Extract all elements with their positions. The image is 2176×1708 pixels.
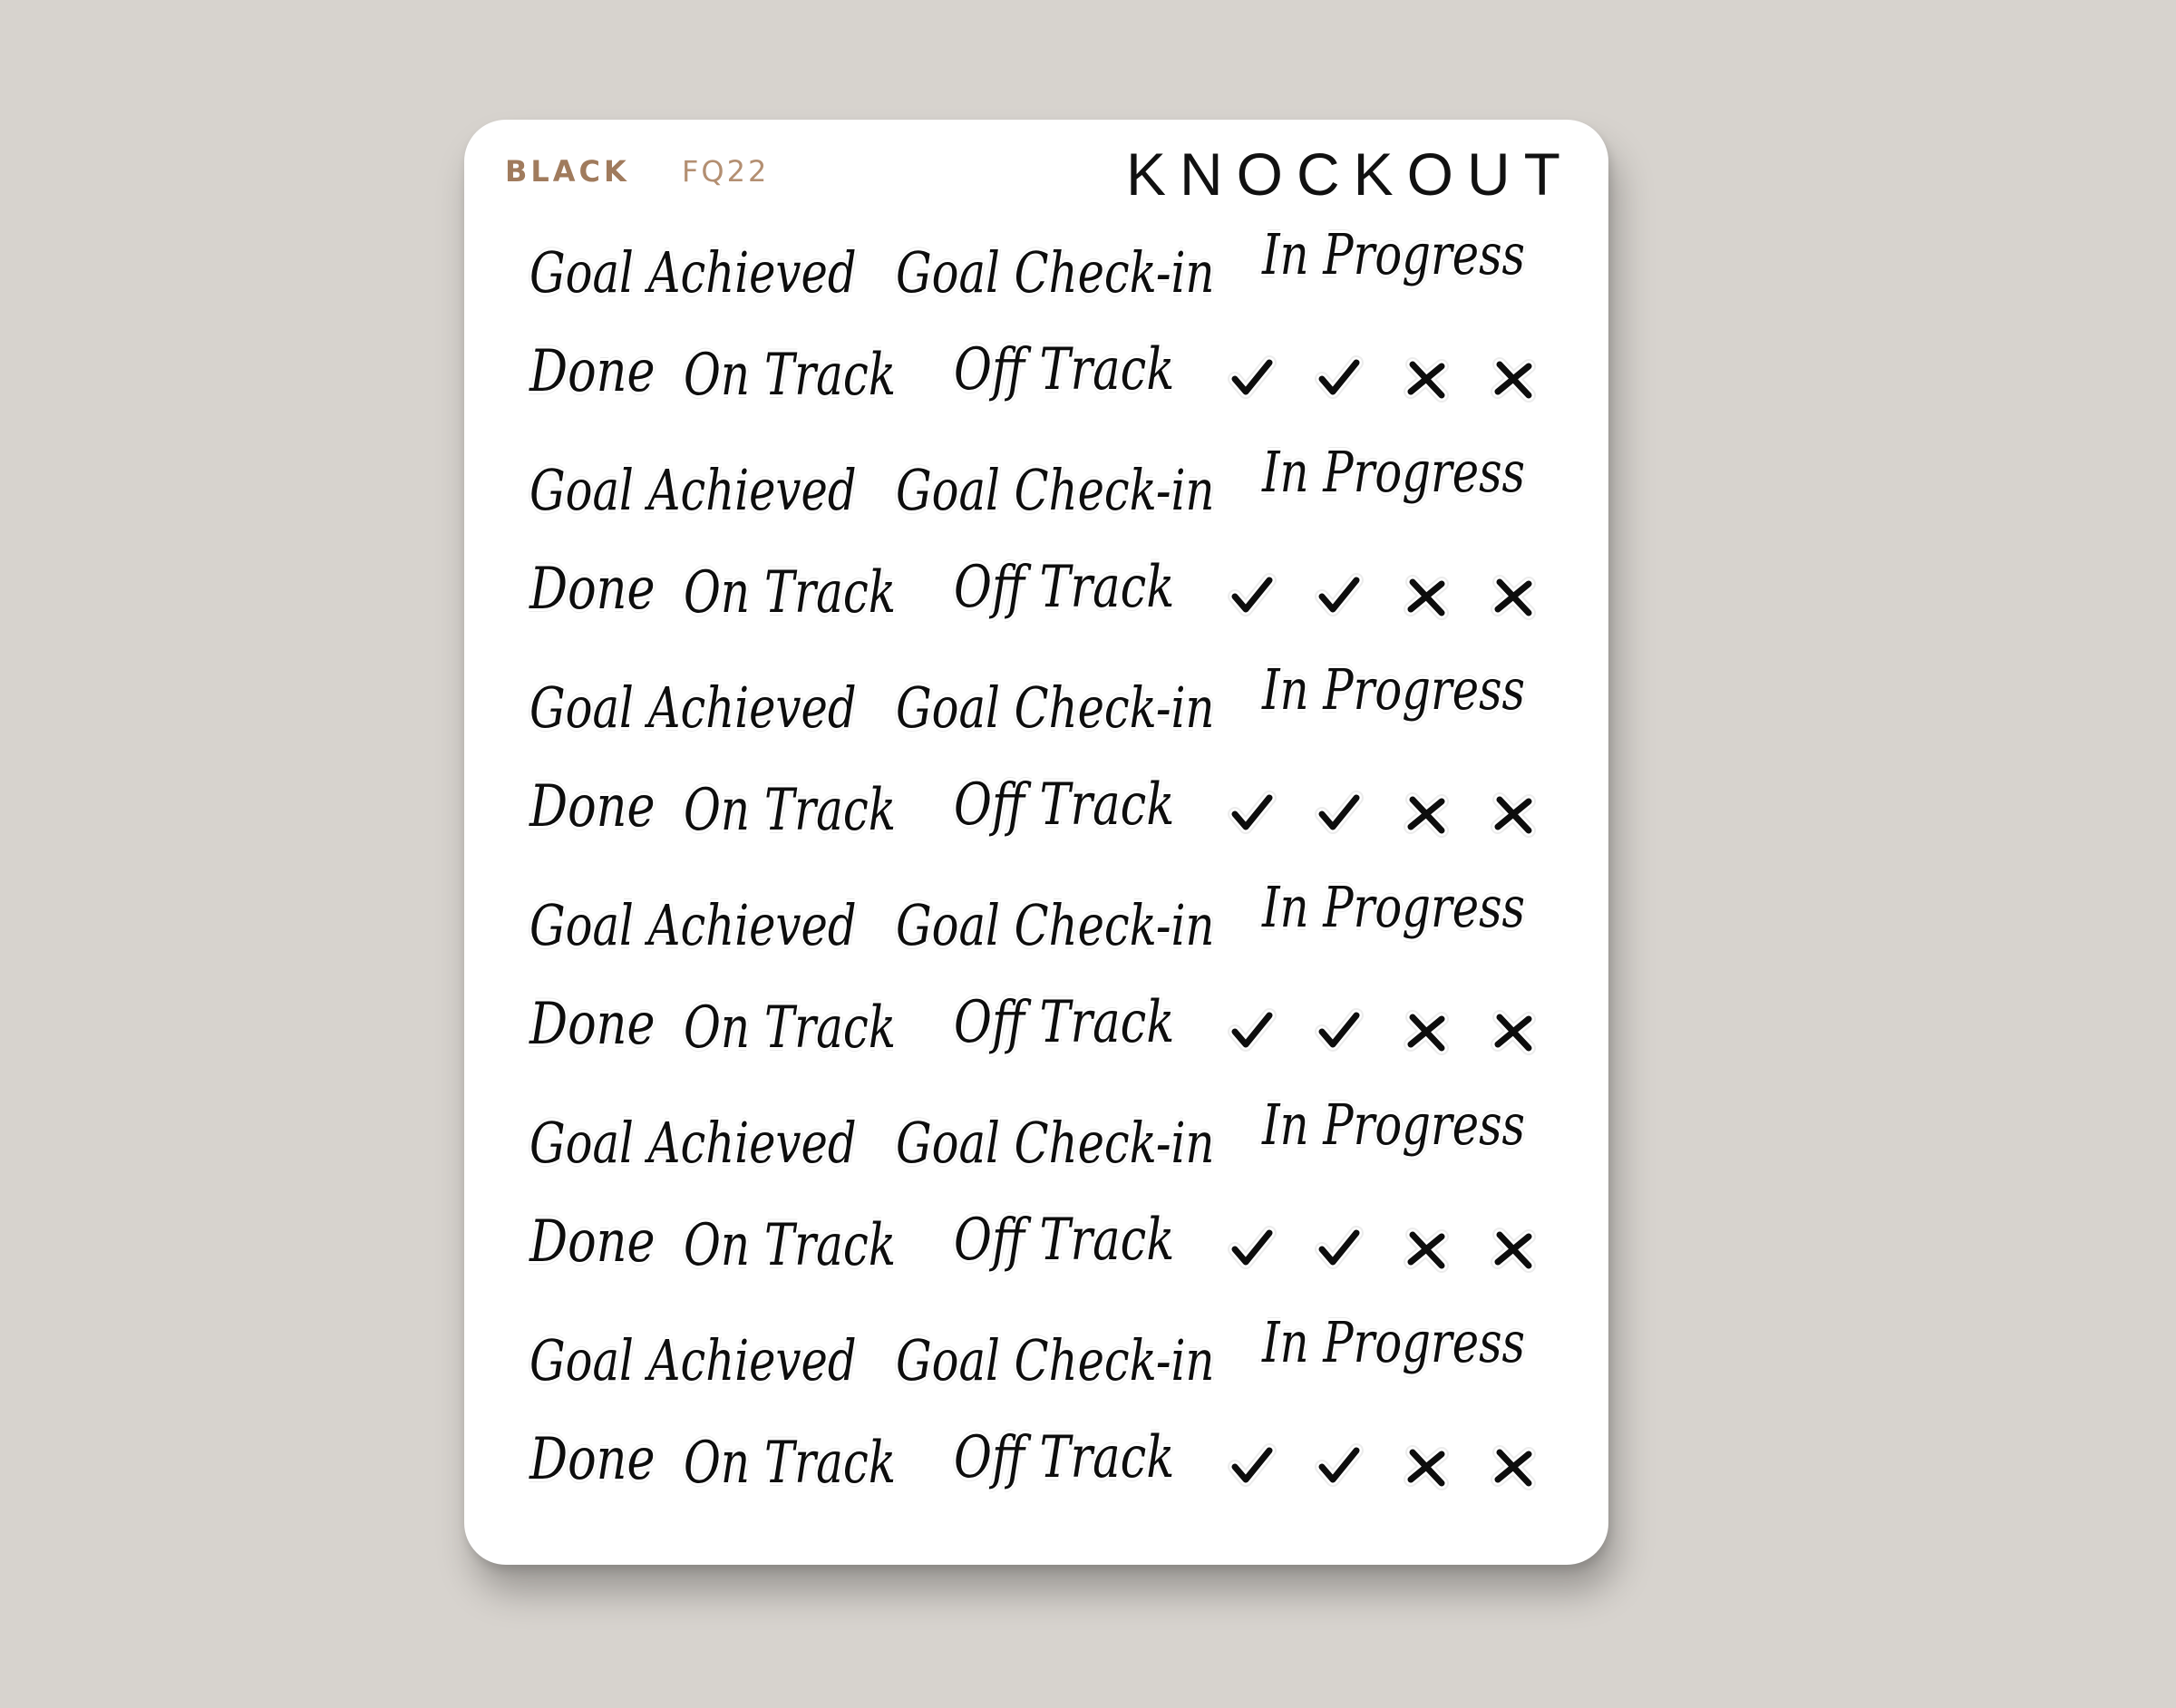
check-icon bbox=[1228, 1441, 1278, 1492]
check-icon bbox=[1315, 1006, 1365, 1057]
sticker-row-goals bbox=[464, 219, 1608, 306]
cross-icon bbox=[1489, 571, 1540, 622]
cross-icon bbox=[1402, 1224, 1452, 1275]
sticker-row-status bbox=[464, 328, 1608, 415]
sticker-row-status bbox=[464, 546, 1608, 633]
cross-icon bbox=[1489, 354, 1540, 404]
sticker-row-goals bbox=[464, 1090, 1608, 1177]
check-icon bbox=[1228, 1006, 1278, 1057]
sticker-in-progress: In Progress bbox=[1262, 1092, 1525, 1158]
sticker-in-progress: In Progress bbox=[1262, 874, 1525, 940]
sticker-done: Done bbox=[529, 991, 656, 1058]
sticker-goal-achieved: Goal Achieved bbox=[529, 1327, 857, 1393]
sticker-row-goals bbox=[464, 872, 1608, 959]
check-icon bbox=[1315, 571, 1365, 622]
sticker-done: Done bbox=[529, 338, 656, 405]
check-icon bbox=[1228, 571, 1278, 622]
check-icon bbox=[1315, 789, 1365, 839]
sticker-row-status bbox=[464, 1416, 1608, 1503]
cross-icon bbox=[1489, 1006, 1540, 1057]
sticker-in-progress: In Progress bbox=[1262, 221, 1525, 287]
cross-icon bbox=[1402, 1441, 1452, 1492]
sticker-goal-check-in: Goal Check-in bbox=[896, 674, 1215, 741]
product-code: FQ22 bbox=[682, 154, 770, 189]
sticker-goal-achieved: Goal Achieved bbox=[529, 1110, 857, 1176]
sticker-row-status bbox=[464, 981, 1608, 1068]
check-icon bbox=[1315, 354, 1365, 404]
cross-icon bbox=[1489, 1441, 1540, 1492]
sticker-off-track: Off Track bbox=[954, 1207, 1175, 1274]
sticker-goal-achieved: Goal Achieved bbox=[529, 674, 857, 741]
sticker-off-track: Off Track bbox=[954, 336, 1175, 403]
cross-icon bbox=[1402, 1006, 1452, 1057]
sticker-goal-check-in: Goal Check-in bbox=[896, 892, 1215, 958]
brand-title: KNOCKOUT bbox=[1125, 141, 1574, 208]
sticker-row-goals bbox=[464, 655, 1608, 742]
sticker-in-progress: In Progress bbox=[1262, 439, 1525, 505]
sticker-done: Done bbox=[529, 1426, 656, 1493]
sticker-goal-achieved: Goal Achieved bbox=[529, 892, 857, 958]
sticker-done: Done bbox=[529, 1208, 656, 1276]
sticker-done: Done bbox=[529, 556, 656, 623]
sticker-on-track: On Track bbox=[684, 1212, 897, 1279]
sticker-on-track: On Track bbox=[684, 1430, 897, 1497]
check-icon bbox=[1315, 1441, 1365, 1492]
sticker-off-track: Off Track bbox=[954, 989, 1175, 1056]
sticker-off-track: Off Track bbox=[954, 1424, 1175, 1491]
sticker-goal-achieved: Goal Achieved bbox=[529, 239, 857, 306]
sticker-goal-check-in: Goal Check-in bbox=[896, 1327, 1215, 1393]
cross-icon bbox=[1489, 1224, 1540, 1275]
check-icon bbox=[1228, 1224, 1278, 1275]
sticker-row-status bbox=[464, 763, 1608, 850]
check-icon bbox=[1228, 789, 1278, 839]
sticker-goal-check-in: Goal Check-in bbox=[896, 239, 1215, 306]
check-icon bbox=[1228, 354, 1278, 404]
sticker-sheet bbox=[464, 120, 1608, 1565]
sticker-in-progress: In Progress bbox=[1262, 1309, 1525, 1375]
sticker-off-track: Off Track bbox=[954, 772, 1175, 839]
sticker-in-progress: In Progress bbox=[1262, 656, 1525, 723]
cross-icon bbox=[1402, 354, 1452, 404]
cross-icon bbox=[1402, 789, 1452, 839]
sticker-goal-check-in: Goal Check-in bbox=[896, 1110, 1215, 1176]
cross-icon bbox=[1489, 789, 1540, 839]
sticker-done: Done bbox=[529, 773, 656, 840]
sticker-row-status bbox=[464, 1199, 1608, 1286]
sticker-goal-achieved: Goal Achieved bbox=[529, 457, 857, 523]
sticker-off-track: Off Track bbox=[954, 554, 1175, 621]
sticker-goal-check-in: Goal Check-in bbox=[896, 457, 1215, 523]
sticker-row-goals bbox=[464, 1307, 1608, 1394]
check-icon bbox=[1315, 1224, 1365, 1275]
sticker-on-track: On Track bbox=[684, 777, 897, 844]
color-label: BLACK bbox=[505, 154, 630, 189]
sticker-on-track: On Track bbox=[684, 342, 897, 409]
sticker-row-goals bbox=[464, 437, 1608, 524]
sticker-on-track: On Track bbox=[684, 559, 897, 626]
cross-icon bbox=[1402, 571, 1452, 622]
sticker-on-track: On Track bbox=[684, 995, 897, 1062]
